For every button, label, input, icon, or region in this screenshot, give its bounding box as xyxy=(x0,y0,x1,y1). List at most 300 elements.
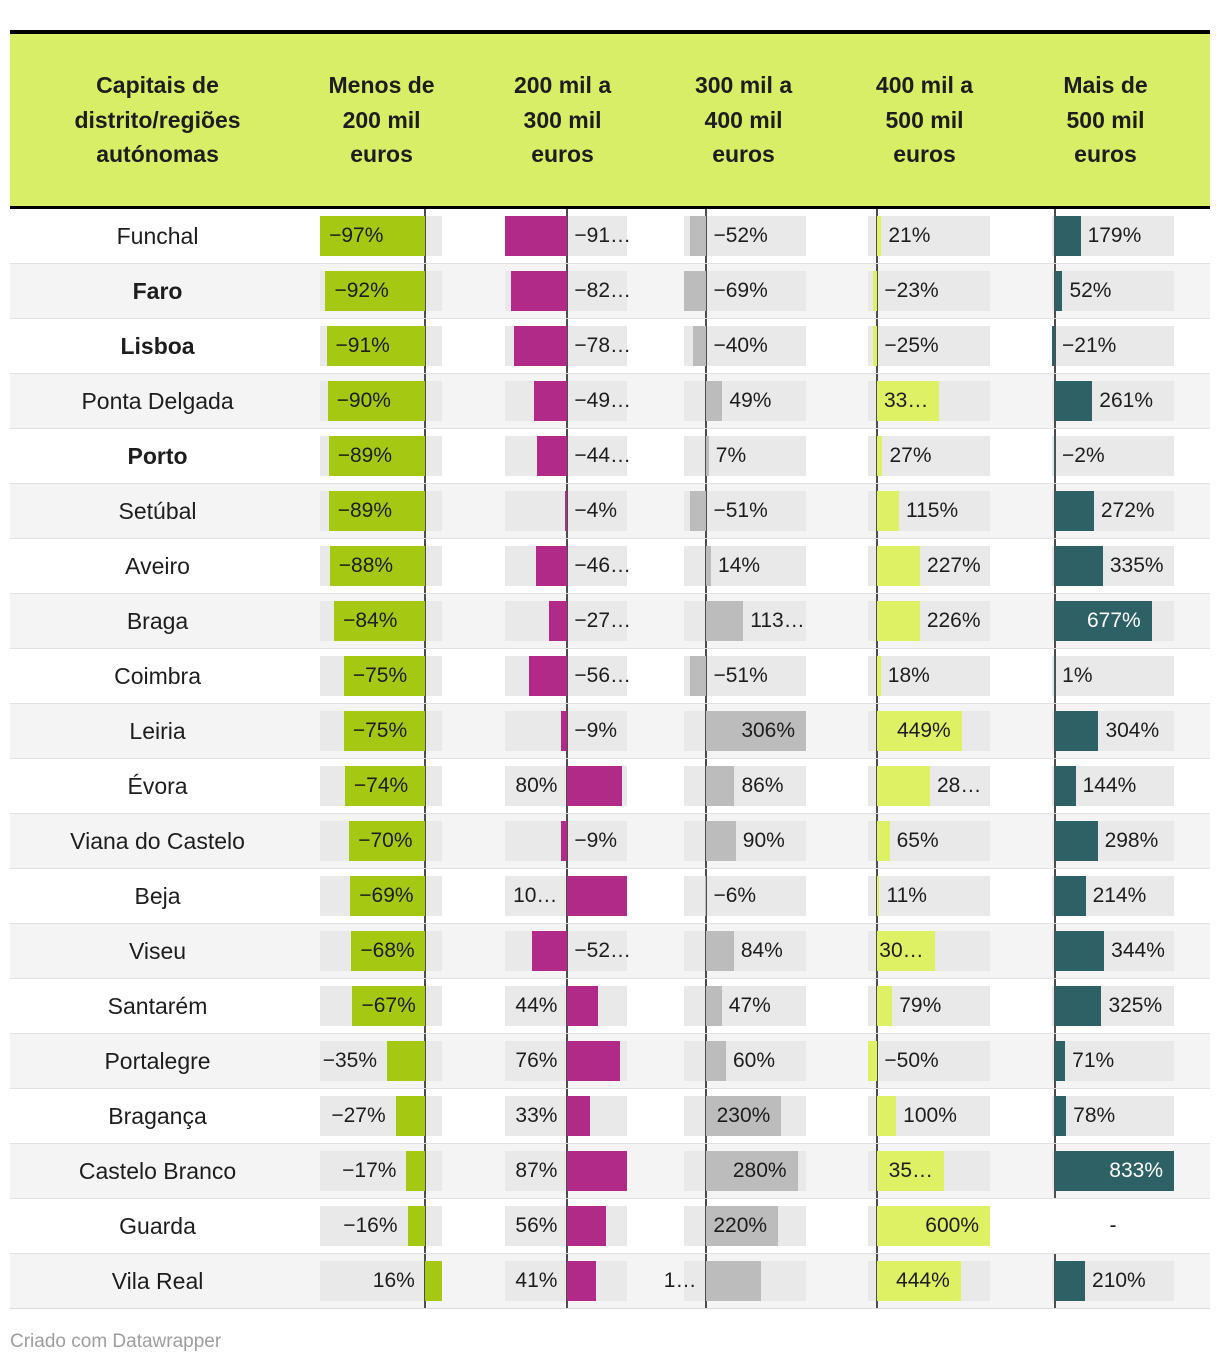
bar xyxy=(877,766,930,806)
table-row xyxy=(10,923,1210,978)
bar xyxy=(706,601,743,641)
value-label: 113… xyxy=(750,609,805,632)
bar-cell xyxy=(305,1254,486,1308)
value-label: −44… xyxy=(574,444,632,467)
bar-cell xyxy=(667,1089,848,1143)
bar-cell xyxy=(305,539,486,593)
bar-cell xyxy=(848,759,1029,813)
table-row xyxy=(10,538,1210,593)
bar-cell xyxy=(486,374,667,428)
header-col-2 xyxy=(486,68,667,172)
bar-cell xyxy=(667,1034,848,1088)
bar xyxy=(877,656,880,696)
bar xyxy=(1055,381,1092,421)
bar xyxy=(406,1151,424,1191)
table-row xyxy=(10,868,1210,923)
value-label: −52% xyxy=(713,224,768,247)
value-label: −91… xyxy=(574,224,632,247)
table-row xyxy=(10,1253,1210,1308)
bar-cell xyxy=(667,924,848,978)
bar xyxy=(1055,931,1104,971)
value-label: 79% xyxy=(899,994,942,1017)
bar xyxy=(505,216,567,256)
bar-cell xyxy=(305,924,486,978)
bar xyxy=(690,656,707,696)
bar-cell xyxy=(486,814,667,868)
bar-cell xyxy=(1029,264,1210,318)
bar-cell xyxy=(667,209,848,263)
bar xyxy=(706,381,722,421)
bar-cell xyxy=(486,1144,667,1198)
value-label: −25% xyxy=(884,334,939,357)
bar-cell xyxy=(848,1144,1029,1198)
bar-cell xyxy=(486,539,667,593)
table-row xyxy=(10,373,1210,428)
bar-cell xyxy=(1029,704,1210,758)
header-col-4 xyxy=(848,68,1029,172)
bar xyxy=(536,546,568,586)
bar-cell xyxy=(1029,869,1210,923)
table-row xyxy=(10,263,1210,318)
bar-cell xyxy=(305,1199,486,1253)
value-label: −27% xyxy=(331,1104,386,1127)
value-label: 44% xyxy=(515,994,558,1017)
bar xyxy=(514,326,567,366)
bar-cell xyxy=(1029,1089,1210,1143)
bar xyxy=(1055,1096,1066,1136)
bar xyxy=(690,491,707,531)
bar-cell xyxy=(305,429,486,483)
bar-cell xyxy=(848,704,1029,758)
table-row xyxy=(10,1198,1210,1253)
bar-cell xyxy=(848,484,1029,538)
value-label: 18% xyxy=(887,664,930,687)
bar xyxy=(706,986,721,1026)
credit-line: Criado com Datawrapper xyxy=(10,1331,222,1352)
bar-cell xyxy=(305,209,486,263)
value-label: 28… xyxy=(936,774,982,797)
value-label: 1% xyxy=(1062,664,1093,687)
bar-cell xyxy=(848,539,1029,593)
value-label: 27% xyxy=(889,444,932,467)
value-label: 280% xyxy=(732,1159,787,1182)
bar-cell xyxy=(305,374,486,428)
bar-cell xyxy=(486,649,667,703)
header-col-label: 200 mil a 300 mil euros xyxy=(513,72,612,168)
bar xyxy=(868,1041,877,1081)
bar-cell xyxy=(1029,924,1210,978)
bar-cell xyxy=(848,924,1029,978)
bar-cell xyxy=(305,759,486,813)
row-label: Portalegre xyxy=(104,1047,211,1074)
bar-cell xyxy=(486,924,667,978)
value-label: −84% xyxy=(343,609,398,632)
table-row xyxy=(10,758,1210,813)
bar-cell xyxy=(848,979,1029,1033)
bar-cell xyxy=(667,814,848,868)
row-label: Castelo Branco xyxy=(78,1157,237,1184)
bar-cell xyxy=(848,1089,1029,1143)
header-title-text: Capitais de distrito/regiões autónomas xyxy=(74,72,241,168)
bar xyxy=(1055,1041,1065,1081)
header-col-label: 400 mil a 500 mil euros xyxy=(875,72,974,168)
value-label: −51% xyxy=(713,499,768,522)
value-label: 261% xyxy=(1099,389,1154,412)
value-label: −49… xyxy=(574,389,632,412)
value-label: 41% xyxy=(515,1269,558,1292)
bar xyxy=(511,271,567,311)
value-label: 86% xyxy=(741,774,784,797)
bar xyxy=(565,491,568,531)
bar-cell xyxy=(1029,1034,1210,1088)
table-row xyxy=(10,1143,1210,1198)
bar xyxy=(706,766,734,806)
value-label: −6% xyxy=(713,884,757,907)
bar-cell xyxy=(305,704,486,758)
table-row xyxy=(10,593,1210,648)
header-title-column xyxy=(10,68,305,172)
bar-cell xyxy=(667,704,848,758)
value-label: 80% xyxy=(515,774,558,797)
value-label: 84% xyxy=(740,939,783,962)
value-label: 298% xyxy=(1104,829,1159,852)
bar xyxy=(537,436,567,476)
value-label: 71% xyxy=(1072,1049,1115,1072)
bar-cell xyxy=(663,1254,848,1308)
bar xyxy=(705,876,707,916)
bar-cell xyxy=(848,319,1029,373)
value-label: −51% xyxy=(713,664,768,687)
value-label: 600% xyxy=(925,1214,980,1237)
value-label: 56% xyxy=(515,1214,558,1237)
table-row xyxy=(10,648,1210,703)
bar-cell xyxy=(667,374,848,428)
bar xyxy=(690,216,707,256)
bar xyxy=(567,1151,627,1191)
value-label: −9% xyxy=(574,719,618,742)
row-label: Setúbal xyxy=(118,497,197,524)
row-label: Viseu xyxy=(128,937,187,964)
bar xyxy=(1055,546,1103,586)
value-label: −40% xyxy=(713,334,768,357)
value-label: 21% xyxy=(888,224,931,247)
bar xyxy=(706,436,708,476)
value-label: 227% xyxy=(927,554,981,577)
value-label: 179% xyxy=(1087,224,1142,247)
value-label: −92% xyxy=(334,279,389,302)
bar xyxy=(561,711,567,751)
bar xyxy=(567,1261,595,1301)
value-label: 335% xyxy=(1109,554,1164,577)
bar-cell xyxy=(1029,594,1210,648)
bar-cell xyxy=(1029,649,1210,703)
header-col-5 xyxy=(1029,68,1210,172)
bar xyxy=(877,876,879,916)
bar-cell xyxy=(848,429,1029,483)
value-label: −16% xyxy=(343,1214,398,1237)
table-row xyxy=(10,428,1210,483)
bar-cell xyxy=(305,1144,486,1198)
bar-cell xyxy=(305,649,486,703)
bar-cell xyxy=(667,429,848,483)
bar-cell xyxy=(848,649,1029,703)
value-label: −89% xyxy=(337,444,392,467)
bar-cell xyxy=(486,1254,667,1308)
value-label: −9% xyxy=(574,829,618,852)
row-label: Guarda xyxy=(119,1212,196,1239)
bar xyxy=(532,931,568,971)
bar-cell xyxy=(1029,1254,1210,1308)
value-label: 214% xyxy=(1092,884,1147,907)
bar-cell xyxy=(305,484,486,538)
value-label: 47% xyxy=(728,994,771,1017)
bar-cell xyxy=(486,1199,667,1253)
bar xyxy=(706,1041,726,1081)
bar-cell xyxy=(667,1144,848,1198)
value-label: −21% xyxy=(1062,334,1117,357)
row-label: Leiria xyxy=(129,717,186,744)
value-label: 76% xyxy=(515,1049,558,1072)
value-label: −67% xyxy=(361,994,416,1017)
value-label: 272% xyxy=(1100,499,1155,522)
value-label: 677% xyxy=(1087,609,1141,632)
row-label: Braga xyxy=(126,607,189,634)
value-label: 60% xyxy=(733,1049,776,1072)
bar xyxy=(693,326,706,366)
bar-cell xyxy=(305,869,486,923)
bar xyxy=(873,326,878,366)
value-label: 33… xyxy=(883,389,929,412)
bar-cell xyxy=(848,1199,1029,1253)
bar xyxy=(1055,821,1098,861)
value-label: 220% xyxy=(713,1214,768,1237)
value-label: 115% xyxy=(906,499,959,522)
bar-cell xyxy=(1029,1144,1210,1198)
row-label: Bragança xyxy=(108,1102,207,1129)
bar-cell xyxy=(305,1089,486,1143)
value-label: −78… xyxy=(574,334,632,357)
value-label: 226% xyxy=(926,609,981,632)
table-row xyxy=(10,978,1210,1033)
bar xyxy=(1052,326,1055,366)
value-label: −50% xyxy=(884,1049,939,1072)
bar-cell xyxy=(1029,484,1210,538)
row-label: Évora xyxy=(127,772,188,799)
table-row xyxy=(10,483,1210,538)
bar xyxy=(534,381,568,421)
bar xyxy=(1055,271,1062,311)
bar-cell xyxy=(486,704,667,758)
value-label: 444% xyxy=(896,1269,950,1292)
header-col-3 xyxy=(667,68,848,172)
bar xyxy=(877,986,892,1026)
bar-cell xyxy=(486,869,667,923)
bar xyxy=(877,601,919,641)
value-label: 30… xyxy=(879,939,924,962)
row-label: Lisboa xyxy=(120,332,195,359)
value-label: −69% xyxy=(359,884,414,907)
value-label: −4% xyxy=(574,499,618,522)
bar-cell xyxy=(1029,539,1210,593)
bar-cell xyxy=(667,539,848,593)
bar-cell xyxy=(1029,429,1210,483)
value-label: −23% xyxy=(884,279,939,302)
row-label: Aveiro xyxy=(125,552,190,579)
bar-cell xyxy=(486,319,667,373)
bar-cell xyxy=(305,319,486,373)
row-label: Viana do Castelo xyxy=(70,827,245,854)
value-label: 1… xyxy=(663,1269,697,1292)
table-row xyxy=(10,813,1210,868)
row-label: Coimbra xyxy=(114,662,201,689)
value-label: 210% xyxy=(1092,1269,1146,1292)
row-label: Porto xyxy=(127,442,188,469)
bar-cell xyxy=(1029,759,1210,813)
table-body xyxy=(10,209,1210,1308)
table-row xyxy=(10,703,1210,758)
value-label: 16% xyxy=(372,1269,415,1292)
bar-cell xyxy=(486,429,667,483)
header-col-1 xyxy=(305,68,486,172)
bar xyxy=(877,436,882,476)
value-label: 35… xyxy=(888,1159,934,1182)
table-row xyxy=(10,1033,1210,1088)
value-label: −89% xyxy=(337,499,392,522)
value-label: 304% xyxy=(1105,719,1160,742)
value-label: −52… xyxy=(574,939,632,962)
bar xyxy=(1055,491,1094,531)
bar-cell xyxy=(486,1089,667,1143)
table-row xyxy=(10,318,1210,373)
value-label: - xyxy=(1109,1214,1117,1237)
bar-cell xyxy=(667,759,848,813)
value-label: 344% xyxy=(1111,939,1165,962)
bar xyxy=(706,546,711,586)
bar-cell xyxy=(1029,374,1210,428)
value-label: −27… xyxy=(574,609,632,632)
bar-cell xyxy=(305,264,486,318)
bar xyxy=(873,271,877,311)
value-label: −97% xyxy=(329,224,384,247)
bar-cell xyxy=(486,759,667,813)
bar xyxy=(387,1041,425,1081)
bar xyxy=(706,931,733,971)
value-label: −35% xyxy=(322,1049,378,1072)
bar-cell xyxy=(848,1034,1029,1088)
table-row xyxy=(10,209,1210,263)
bar xyxy=(549,601,568,641)
bar-cell xyxy=(667,869,848,923)
value-label: −70% xyxy=(358,829,413,852)
bar xyxy=(567,986,597,1026)
value-label: 11% xyxy=(886,884,927,907)
value-label: 833% xyxy=(1109,1159,1163,1182)
bar xyxy=(1055,216,1081,256)
row-label: Santarém xyxy=(107,992,208,1019)
bar xyxy=(567,1041,619,1081)
value-label: −75% xyxy=(352,664,408,687)
header-col-label: Menos de 200 mil euros xyxy=(328,72,435,168)
value-label: −82… xyxy=(574,279,632,302)
value-label: 10… xyxy=(513,884,558,907)
table-header-row xyxy=(10,34,1210,206)
bar xyxy=(877,491,899,531)
bar-cell xyxy=(305,594,486,648)
bar xyxy=(1055,986,1101,1026)
bar xyxy=(877,821,889,861)
bar xyxy=(706,1261,760,1301)
row-label: Beja xyxy=(134,882,181,909)
value-label: −46… xyxy=(574,554,632,577)
bar xyxy=(877,216,881,256)
value-label: 78% xyxy=(1073,1104,1116,1127)
bar-cell xyxy=(1029,1199,1210,1253)
bar-cell xyxy=(305,979,486,1033)
bar-cell xyxy=(848,264,1029,318)
bar-cell xyxy=(848,869,1029,923)
bar-cell xyxy=(667,1199,848,1253)
bar xyxy=(877,1096,896,1136)
bar xyxy=(567,766,622,806)
header-col-label: 300 mil a 400 mil euros xyxy=(694,72,793,168)
value-label: 90% xyxy=(742,829,785,852)
value-label: 100% xyxy=(903,1104,957,1127)
bar-cell xyxy=(305,1034,486,1088)
value-label: 144% xyxy=(1082,774,1137,797)
bar-cell xyxy=(848,1254,1029,1308)
table-row xyxy=(10,1088,1210,1143)
value-label: 65% xyxy=(896,829,939,852)
bar-cell xyxy=(667,319,848,373)
value-label: 14% xyxy=(718,554,761,577)
value-label: 306% xyxy=(741,719,796,742)
bar-cell xyxy=(667,979,848,1033)
bar xyxy=(1055,1261,1085,1301)
bar-cell xyxy=(667,594,848,648)
value-label: −68% xyxy=(360,939,415,962)
bar xyxy=(1055,766,1076,806)
bar-cell xyxy=(667,649,848,703)
bar-cell xyxy=(486,594,667,648)
bar-cell xyxy=(486,979,667,1033)
bar-cell xyxy=(486,1034,667,1088)
value-label: 230% xyxy=(716,1104,771,1127)
bar xyxy=(408,1206,425,1246)
value-label: −90% xyxy=(336,389,391,412)
bar xyxy=(1055,711,1098,751)
value-label: −2% xyxy=(1062,444,1105,467)
bar xyxy=(684,271,706,311)
bar-cell xyxy=(1029,319,1210,373)
bar xyxy=(529,656,567,696)
value-label: 7% xyxy=(715,444,747,467)
value-label: 52% xyxy=(1069,279,1112,302)
bar xyxy=(567,876,627,916)
bar xyxy=(567,1096,590,1136)
bar-cell xyxy=(305,814,486,868)
value-label: −88% xyxy=(338,554,394,577)
bar-cell xyxy=(486,484,667,538)
value-label: −17% xyxy=(342,1159,397,1182)
bar-cell xyxy=(667,484,848,538)
bar xyxy=(561,821,567,861)
value-label: −75% xyxy=(352,719,408,742)
table-bottom-rule xyxy=(10,1308,1210,1309)
bar xyxy=(425,1261,442,1301)
bar-cell xyxy=(667,264,848,318)
bar-cell xyxy=(848,594,1029,648)
value-label: −74% xyxy=(353,774,409,797)
